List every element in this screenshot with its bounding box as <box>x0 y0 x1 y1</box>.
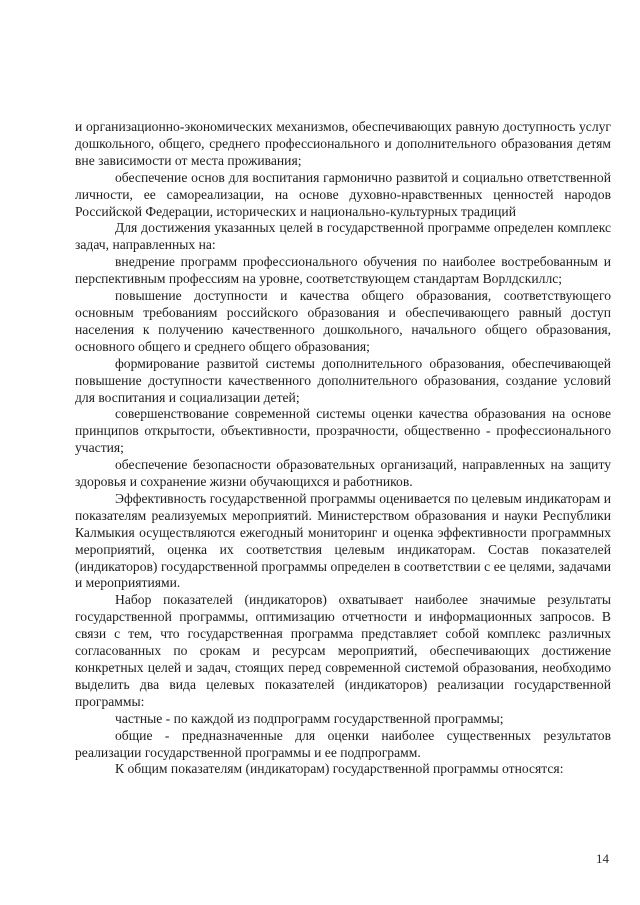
paragraph: Эффективность государственной программы оценивается по целевым индикаторам и показателям реализуемых мероприятий. Министерством образования и науки Республики Калмыкия осуществляются ежегодный мониторинг и оценка эффективности программных мероприятий, оценка их соответствия целевым индикаторам. Состав показателей (индикаторов) государственной программы определен в соответствии с ее целями, задачами и мероприятиями. <box>75 490 611 591</box>
paragraph: повышение доступности и качества общего образования, соответствующего основным требованиям российского образования и обеспечивающего равный доступ населения к получению качественного дошкольного, начального общего образования, основного общего и среднего общего образования; <box>75 288 611 354</box>
page-number: 14 <box>596 851 609 866</box>
paragraph: частные - по каждой из подпрограмм государственной программы; <box>115 710 504 726</box>
paragraph: обеспечение основ для воспитания гармонично развитой и социально ответственной личности, ее самореализации, на основе духовно-нравственных ценностей народов Российской Федерации, исторических и национально-культурных традиций <box>75 169 611 219</box>
page-body <box>75 119 611 778</box>
paragraph: Для достижения указанных целей в государственной программе определен комплекс задач, направленных на: <box>75 220 611 253</box>
paragraph: формирование развитой системы дополнительного образования, обеспечивающей повышение доступности качественного дополнительного образования, создание условий для воспитания и социализации детей; <box>75 355 611 405</box>
paragraph: Набор показателей (индикаторов) охватывает наиболее значимые результаты государственной программы, оптимизацию отчетности и информационных запросов. В связи с тем, что государственная программа представляет собой комплекс различных согласованных по срокам и ресурсам мероприятий, обеспечивающих достижение конкретных целей и задач, стоящих перед современной системой образования, необходимо выделить два вида целевых показателей (индикаторов) реализации государственной программы: <box>75 592 611 709</box>
paragraph: обеспечение безопасности образовательных организаций, направленных на защиту здоровья и сохранение жизни обучающихся и работников. <box>75 457 611 490</box>
paragraph: и организационно-экономических механизмов, обеспечивающих равную доступность услуг дошкольного, общего, среднего профессионального и дополнительного образования детям вне зависимости от места проживания; <box>75 119 611 168</box>
paragraph: общие - предназначенные для оценки наиболее существенных результатов реализации государственной программы и ее подпрограмм. <box>75 727 611 760</box>
paragraph: К общим показателям (индикаторам) государственной программы относятся: <box>115 761 564 777</box>
paragraph: внедрение программ профессионального обучения по наиболее востребованным и перспективным профессиям на уровне, соответствующем стандартам Ворлдскиллс; <box>75 254 611 287</box>
paragraph: совершенствование современной системы оценки качества образования на основе принципов открытости, объективности, прозрачности, общественно - профессионального участия; <box>75 406 611 456</box>
